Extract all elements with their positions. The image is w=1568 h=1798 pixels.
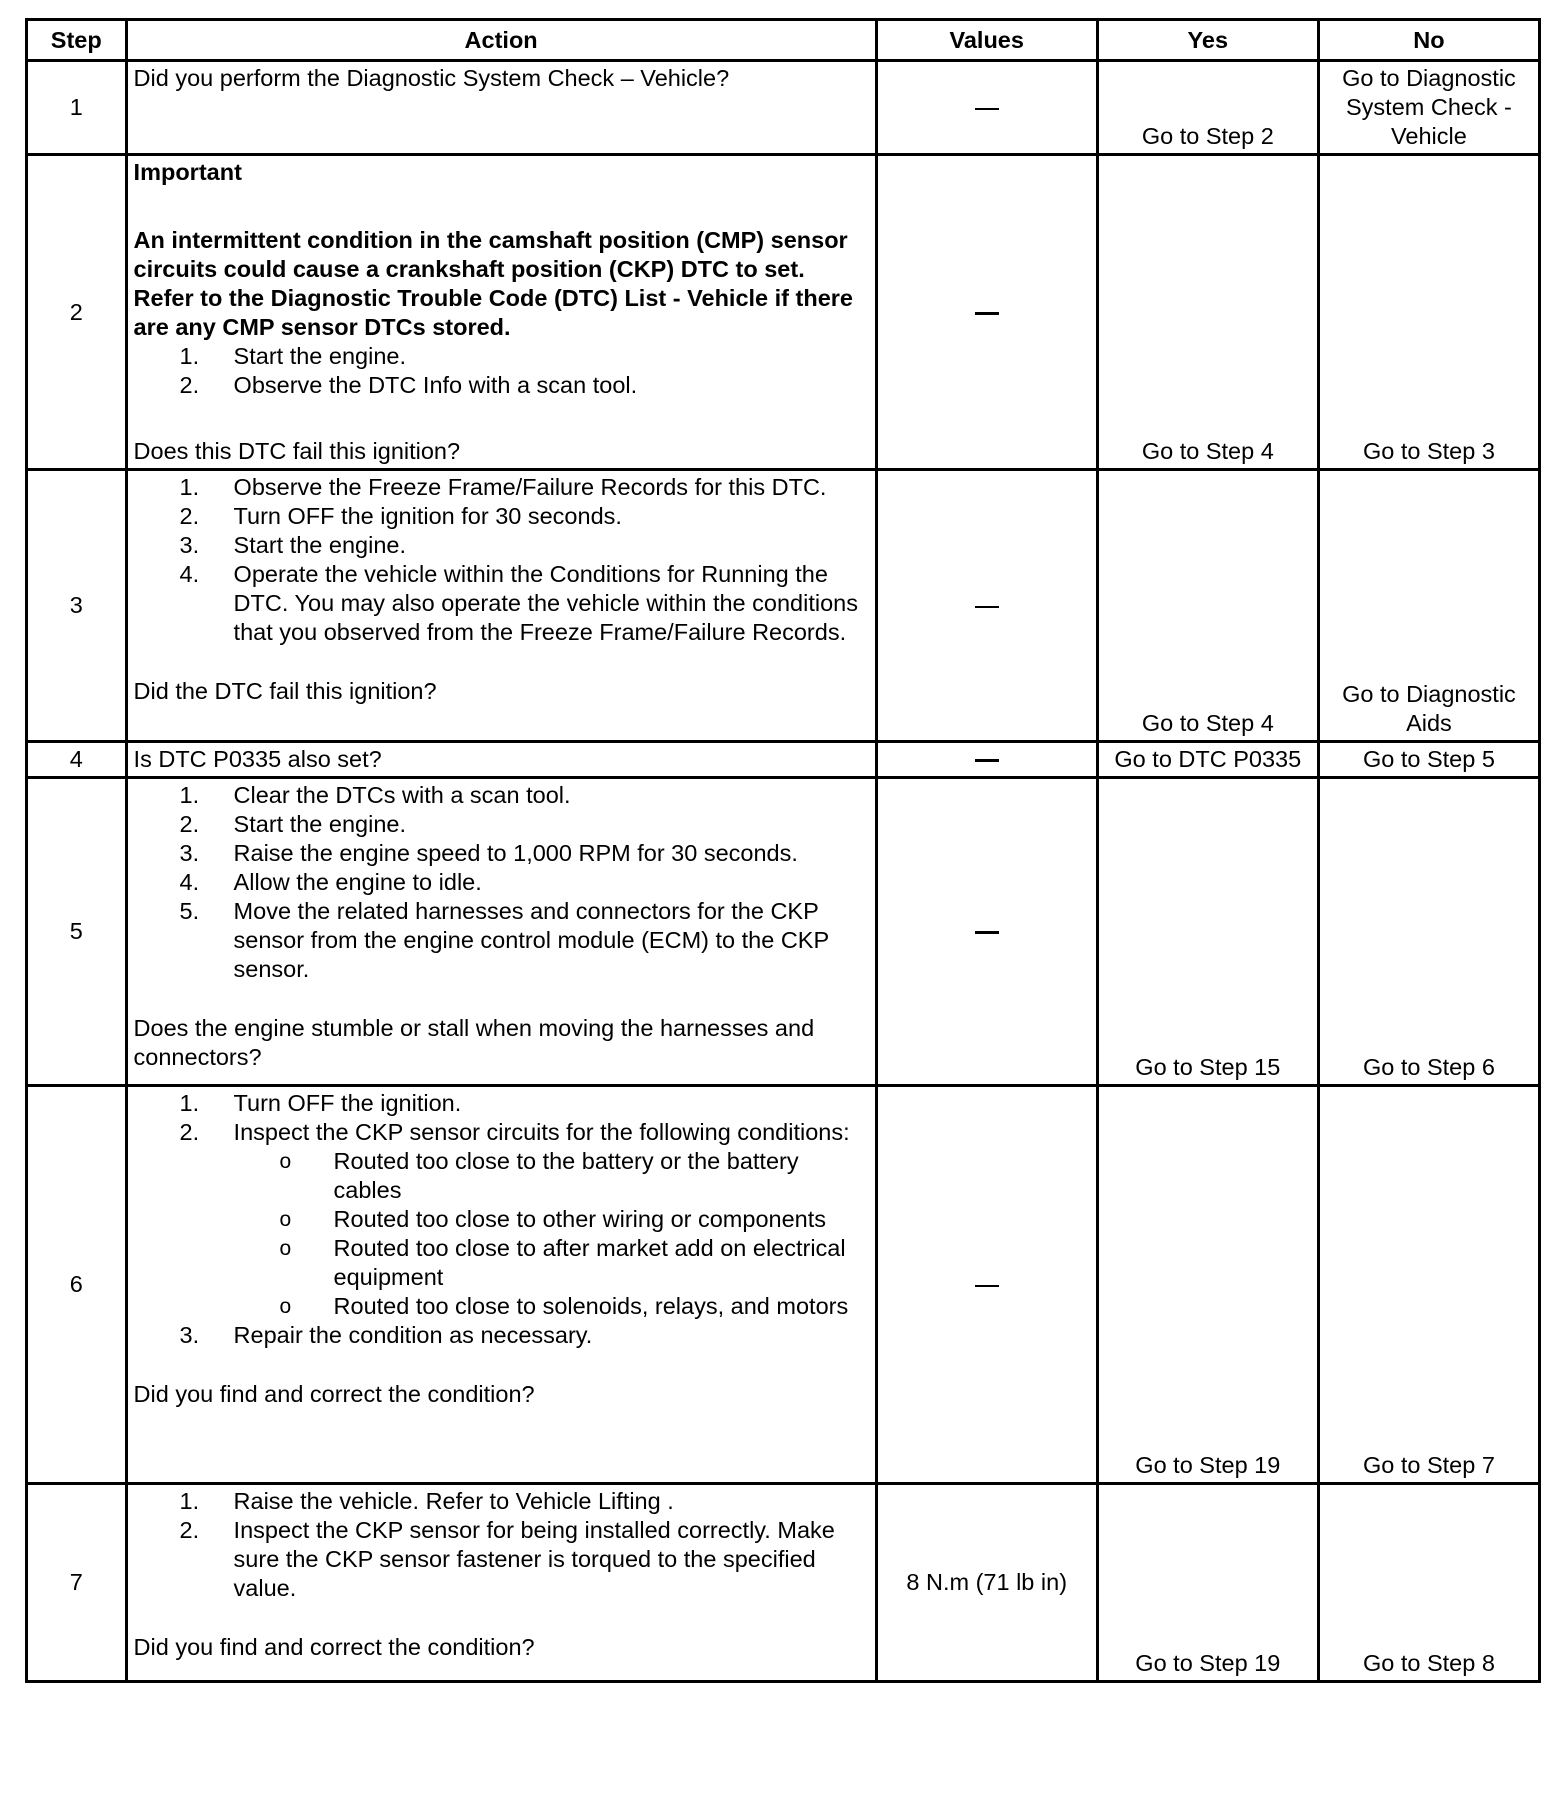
- action-question: Did you find and correct the condition?: [133, 1634, 535, 1660]
- list-item: 2. Inspect the CKP sensor for being installed correctly. Make sure the CKP sensor fastener is torqued to the specified value.: [179, 1517, 835, 1601]
- header-values: Values: [876, 20, 1097, 61]
- no-cell: Go to Step 7: [1318, 1086, 1539, 1484]
- list-item: 2. Start the engine.: [179, 811, 406, 837]
- action-cell: [126, 778, 876, 1086]
- table-row: [27, 155, 1540, 470]
- dash-value: [975, 931, 999, 934]
- list-item: 2. Observe the DTC Info with a scan tool.: [179, 372, 638, 398]
- list-item: 3. Start the engine.: [179, 532, 406, 558]
- diagnostic-table: [25, 18, 1541, 1683]
- table-row: [27, 1484, 1540, 1682]
- dash-value: [975, 759, 999, 762]
- action-cell: [126, 61, 876, 155]
- sub-list-item: o Routed too close to solenoids, relays, and motors: [234, 1292, 869, 1321]
- values-cell: [876, 470, 1097, 742]
- header-no: No: [1318, 20, 1539, 61]
- values-cell: [876, 61, 1097, 155]
- yes-cell: Go to Step 4: [1097, 470, 1318, 742]
- yes-cell: Go to Step 15: [1097, 778, 1318, 1086]
- no-cell: Go to Step 3: [1318, 155, 1539, 470]
- important-note: An intermittent condition in the camshaft position (CMP) sensor circuits could cause a crankshaft position (CKP) DTC to set. Refer to the Diagnostic Trouble Code (DTC) List - Vehicle if there are any CMP sensor DTCs stored.: [133, 227, 853, 340]
- list-item: 1. Observe the Freeze Frame/Failure Records for this DTC.: [179, 474, 827, 500]
- table-row: [27, 1086, 1540, 1484]
- step-list: [134, 1487, 869, 1603]
- action-question: Did the DTC fail this ignition?: [133, 678, 437, 704]
- step-number: 5: [27, 778, 127, 1086]
- yes-cell: Go to Step 4: [1097, 155, 1318, 470]
- values-cell: [876, 1086, 1097, 1484]
- list-item: 4. Allow the engine to idle.: [179, 869, 482, 895]
- header-yes: Yes: [1097, 20, 1318, 61]
- step-number: 2: [27, 155, 127, 470]
- action-cell: [126, 1484, 876, 1682]
- table-row: [27, 778, 1540, 1086]
- yes-cell: Go to Step 2: [1097, 61, 1318, 155]
- action-question: Does the engine stumble or stall when moving the harnesses and connectors?: [133, 1015, 815, 1070]
- list-item: 1. Raise the vehicle. Refer to Vehicle Lifting .: [179, 1488, 674, 1514]
- header-action: Action: [126, 20, 876, 61]
- no-cell: Go to Step 8: [1318, 1484, 1539, 1682]
- table-row: [27, 470, 1540, 742]
- values-cell: [876, 742, 1097, 778]
- action-cell: [126, 470, 876, 742]
- yes-cell: Go to DTC P0335: [1097, 742, 1318, 778]
- list-item: 1. Start the engine.: [179, 343, 406, 369]
- list-item: 5. Move the related harnesses and connectors for the CKP sensor from the engine control module (ECM) to the CKP sensor.: [179, 898, 829, 982]
- sub-list-item: o Routed too close to the battery or the battery cables: [234, 1147, 869, 1205]
- list-item: 2. Inspect the CKP sensor circuits for the following conditions: o Routed too close to the battery or the battery cables o Routed too close to other wiring or components o Routed too close to after market add on electrical equipment o Routed too close to solenoids, relays, and motors: [134, 1118, 869, 1321]
- no-cell: Go to Diagnostic System Check - Vehicle: [1318, 61, 1539, 155]
- header-step: Step: [27, 20, 127, 61]
- list-item: 3. Repair the condition as necessary.: [179, 1322, 593, 1348]
- action-question: Is DTC P0335 also set?: [133, 746, 382, 772]
- step-number: 4: [27, 742, 127, 778]
- step-list: [134, 473, 869, 647]
- table-row: [27, 742, 1540, 778]
- step-number: 1: [27, 61, 127, 155]
- step-number: 3: [27, 470, 127, 742]
- dash-value: [975, 312, 999, 315]
- torque-value: 8 N.m (71 lb in): [876, 1484, 1097, 1682]
- sub-list-item: o Routed too close to after market add on electrical equipment: [234, 1234, 869, 1292]
- values-cell: [876, 155, 1097, 470]
- dash-value: [975, 606, 999, 608]
- list-item: 3. Raise the engine speed to 1,000 RPM for 30 seconds.: [179, 840, 798, 866]
- action-cell: [126, 1086, 876, 1484]
- yes-cell: Go to Step 19: [1097, 1484, 1318, 1682]
- table-row: [27, 61, 1540, 155]
- dash-value: [975, 108, 999, 110]
- list-item: 1. Clear the DTCs with a scan tool.: [179, 782, 571, 808]
- action-cell: [126, 155, 876, 470]
- step-list: [134, 342, 869, 400]
- action-question: Did you perform the Diagnostic System Check – Vehicle?: [133, 65, 730, 91]
- action-cell: [126, 742, 876, 778]
- action-question: Does this DTC fail this ignition?: [133, 438, 461, 464]
- condition-sublist: [134, 1147, 869, 1321]
- step-number: 7: [27, 1484, 127, 1682]
- values-cell: [876, 778, 1097, 1086]
- step-list: [134, 1089, 869, 1350]
- header-row: [27, 20, 1540, 61]
- dash-value: [975, 1285, 999, 1287]
- action-question: Did you find and correct the condition?: [133, 1381, 535, 1407]
- step-number: 6: [27, 1086, 127, 1484]
- list-item: 2. Turn OFF the ignition for 30 seconds.: [179, 503, 622, 529]
- no-cell: Go to Diagnostic Aids: [1318, 470, 1539, 742]
- list-item: 4. Operate the vehicle within the Conditions for Running the DTC. You may also operate the vehicle within the conditions that you observed from the Freeze Frame/Failure Records.: [179, 561, 858, 645]
- important-heading: Important: [133, 159, 242, 185]
- list-item: 1. Turn OFF the ignition.: [179, 1090, 462, 1116]
- sub-list-item: o Routed too close to other wiring or components: [234, 1205, 869, 1234]
- no-cell: Go to Step 5: [1318, 742, 1539, 778]
- step-list: [134, 781, 869, 984]
- no-cell: Go to Step 6: [1318, 778, 1539, 1086]
- yes-cell: Go to Step 19: [1097, 1086, 1318, 1484]
